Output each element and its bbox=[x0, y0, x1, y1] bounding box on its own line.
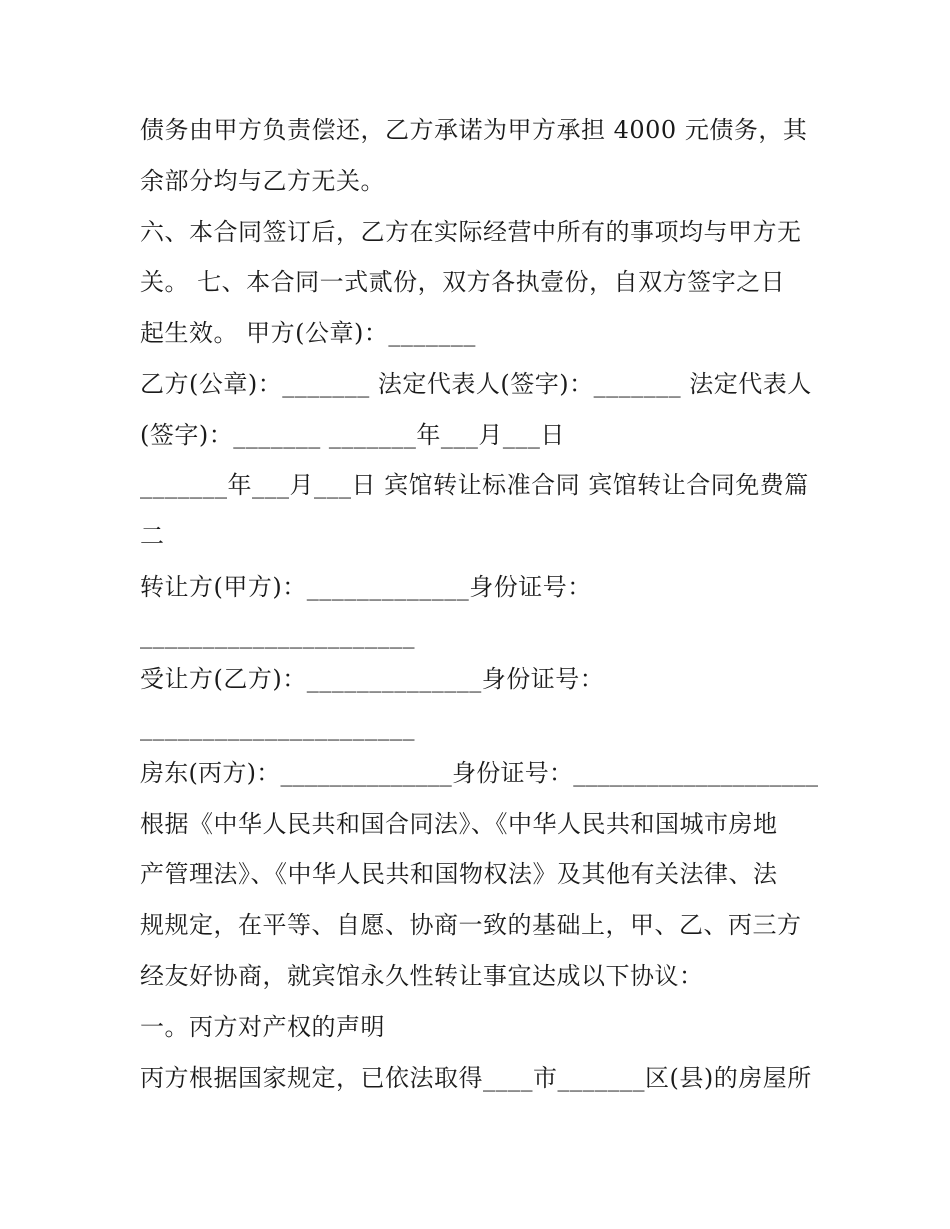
text-line: (签字)：_______ _______年___月___日 bbox=[140, 421, 565, 449]
text-line: 经友好协商，就宾馆永久性转让事宜达成以下协议： bbox=[140, 962, 704, 990]
text-line: 余部分均与乙方无关。 bbox=[140, 167, 385, 195]
text-line: 关。 七、本合同一式贰份，双方各执壹份，自双方签字之日 bbox=[140, 268, 786, 296]
text-line: 房东(丙方)：______________身份证号：____________________ bbox=[140, 759, 819, 787]
text-line: ______________________ bbox=[140, 621, 415, 649]
text-line: 六、本合同签订后，乙方在实际经营中所有的事项均与甲方无 bbox=[140, 218, 802, 246]
text-line: 根据《中华人民共和国合同法》、《中华人民共和国城市房地 bbox=[140, 810, 778, 838]
text-line: 二 bbox=[140, 522, 165, 550]
text-line: _______年___月___日 宾馆转让标准合同 宾馆转让合同免费篇 bbox=[140, 471, 809, 499]
text-line: 起生效。 甲方(公章)：_______ bbox=[140, 319, 476, 347]
text-line: 规规定，在平等、自愿、协商一致的基础上，甲、乙、丙三方 bbox=[140, 911, 802, 939]
text-line: 转让方(甲方)：_____________身份证号： bbox=[140, 573, 592, 601]
text-line: 受让方(乙方)：______________身份证号： bbox=[140, 665, 605, 693]
text-line: 产管理法》、《中华人民共和国物权法》及其他有关法律、法 bbox=[140, 860, 778, 888]
text-line: 丙方根据国家规定，已依法取得____市_______区(县)的房屋所 bbox=[140, 1064, 812, 1092]
text-line: 乙方(公章)：_______ 法定代表人(签字)：_______ 法定代表人 bbox=[140, 370, 812, 398]
text-line: 一。丙方对产权的声明 bbox=[140, 1013, 385, 1041]
text-line: ______________________ bbox=[140, 713, 415, 741]
text-line: 债务由甲方负责偿还，乙方承诺为甲方承担 4000 元债务，其 bbox=[140, 116, 808, 144]
